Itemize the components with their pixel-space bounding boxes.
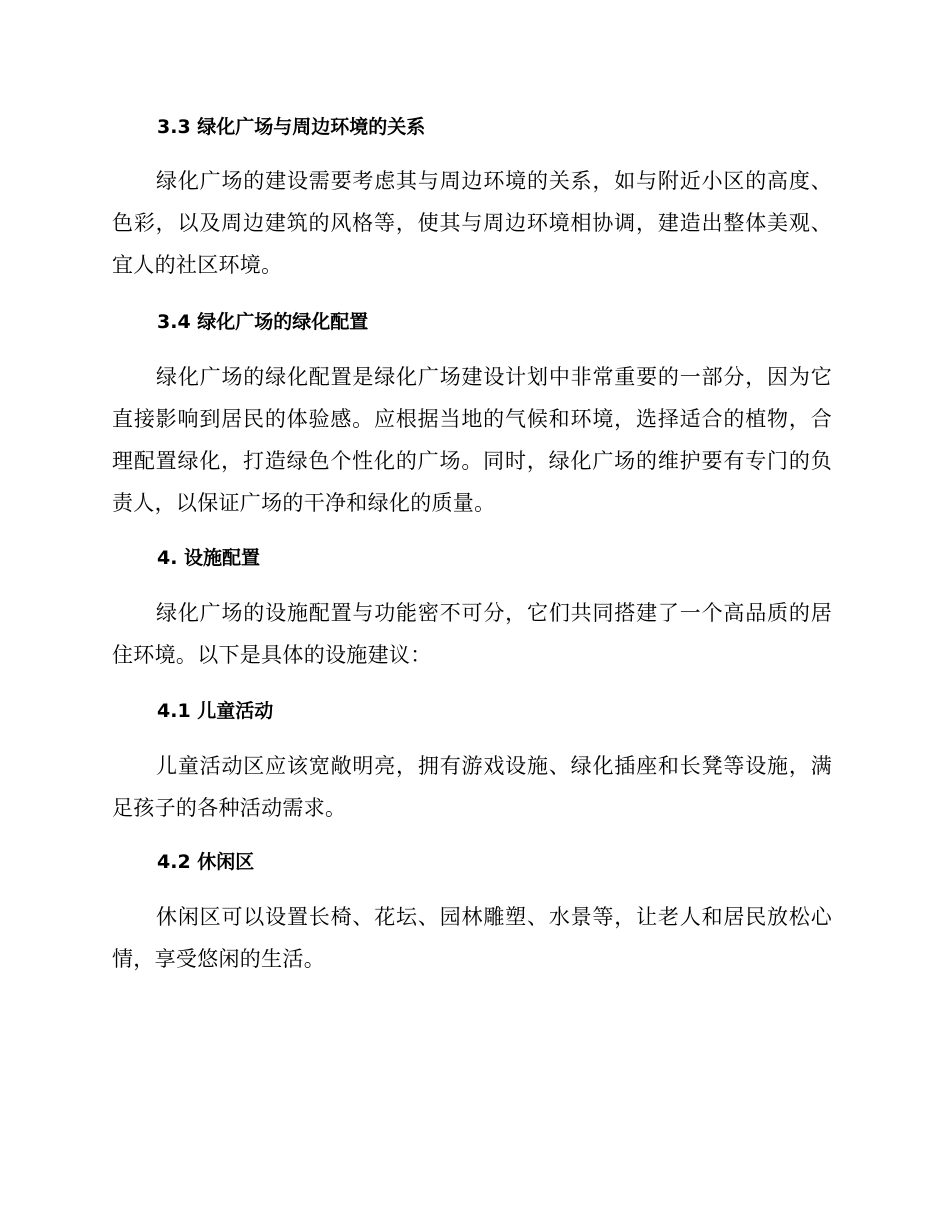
section-heading-4: 4. 设施配置 bbox=[157, 547, 261, 569]
section-paragraph-3-3: 绿化广场的建设需要考虑其与周边环境的关系，如与附近小区的高度、色彩，以及周边建筑的风格等，使其与周边环境相协调，建造出整体美观、宜人的社区环境。 bbox=[112, 169, 832, 277]
section-heading-4-2: 4.2 休闲区 bbox=[157, 851, 255, 873]
section-heading-3-3: 3.3 绿化广场与周边环境的关系 bbox=[157, 116, 426, 138]
section-paragraph-4-2: 休闲区可以设置长椅、花坛、园林雕塑、水景等，让老人和居民放松心情，享受悠闲的生活。 bbox=[112, 905, 832, 971]
section-paragraph-3-4: 绿化广场的绿化配置是绿化广场建设计划中非常重要的一部分，因为它直接影响到居民的体验感。应根据当地的气候和环境，选择适合的植物，合理配置绿化，打造绿色个性化的广场。同时，绿化广场的维护要有专门的负责人，以保证广场的干净和绿化的质量。 bbox=[112, 365, 832, 515]
section-heading-4-1: 4.1 儿童活动 bbox=[157, 700, 274, 722]
section-heading-3-4: 3.4 绿化广场的绿化配置 bbox=[157, 311, 369, 333]
section-paragraph-4-1: 儿童活动区应该宽敞明亮，拥有游戏设施、绿化插座和长凳等设施，满足孩子的各种活动需求。 bbox=[112, 754, 832, 820]
section-paragraph-4: 绿化广场的设施配置与功能密不可分，它们共同搭建了一个高品质的居住环境。以下是具体的设施建议： bbox=[112, 601, 832, 667]
